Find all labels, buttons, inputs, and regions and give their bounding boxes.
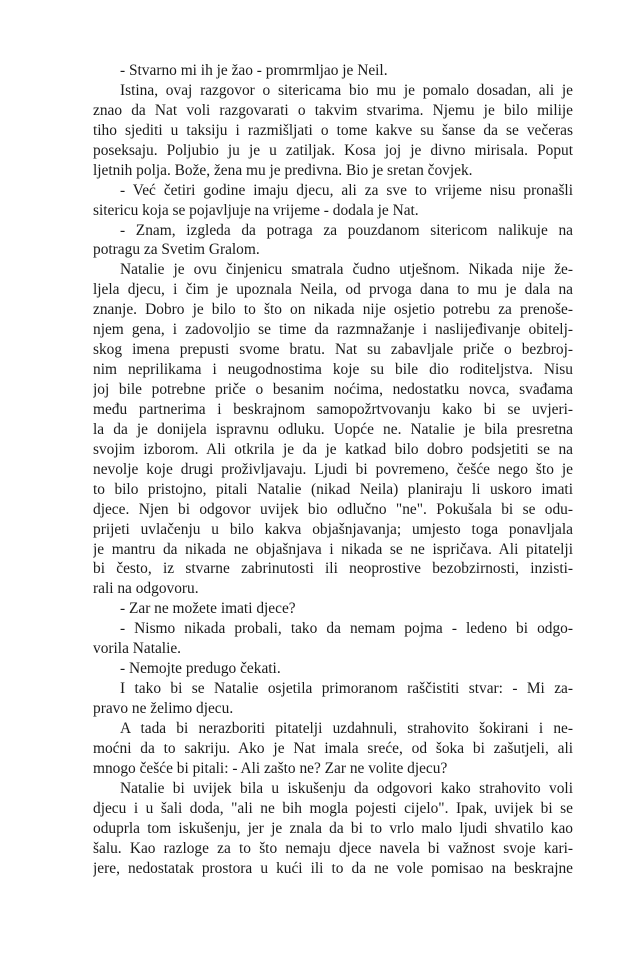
text-line: nim neprilikama i neugodnostima koje su bile dio roditeljstva. Nisu (93, 361, 573, 379)
text-line: joj bile potrebne priče o besanim noćima, nedostatku novca, svađama (93, 381, 573, 398)
text-line: - Znam, izgleda da potraga za pouzdanom sitericom nalikuje na (120, 221, 573, 239)
text-line: Natalie je ovu činjenicu smatrala čudno utješnom. Nikada nije že- (120, 261, 573, 279)
text-line: njem gena, i zadovoljio se time da razmnažanje i naslijeđivanje obitelj- (93, 321, 573, 339)
book-page-text (93, 61, 573, 878)
text-line: - Zar ne možete imati djece? (120, 600, 296, 618)
text-line: skog imena prepusti svome bratu. Nat su zabavljale priče o bezbroj- (93, 341, 573, 359)
text-line: šalu. Kao razloge za to što nemaju djece navela bi važnost svoje kari- (93, 839, 573, 857)
text-line: A tada bi nerazboriti pitatelji uzdahnuli, strahovito šokirani i ne- (120, 719, 573, 737)
text-line: prijeti uvlačenju u bilo kakva objašnjavanja; umjesto toga ponavljala (93, 520, 573, 538)
text-line: - Nemojte predugo čekati. (120, 660, 281, 678)
text-line: to bilo pristojno, pitali Natalie (nikad Neila) planiraju li uskoro imati (93, 480, 573, 498)
text-line: tiho sjediti u taksiju i razmišljati o tome kakve su šanse da se večeras (93, 121, 573, 139)
text-line: moćni da to sakriju. Ako je Nat imala sreće, od šoka bi zašutjeli, ali (93, 739, 573, 757)
text-line: poseksaju. Poljubio ju je u zatiljak. Kosa joj je divno mirisala. Poput (93, 141, 573, 159)
text-line: djece. Njen bi odgovor uvijek bio odlučno "ne". Pokušala bi se odu- (93, 500, 573, 518)
text-line: nevolje koje drugi proživljavaju. Ljudi bi povremeno, češće nego što je (93, 460, 573, 478)
text-line: znanje. Dobro je bilo to što on nikada nije osjetio potrebu za prenoše- (93, 301, 573, 319)
text-line: Natalie bi uvijek bila u iskušenju da odgovori kako strahovito voli (120, 779, 573, 797)
text-line: jere, nedostatak prostora u kući ili to da ne vole pomisao na beskrajne (93, 859, 573, 877)
text-line: sitericu koja se pojavljuje na vrijeme - dodala je Nat. (93, 201, 419, 219)
text-line: bi često, iz stvarne zabrinutosti ili neoprostive bezobzirnosti, inzisti- (93, 560, 573, 578)
text-line: vorila Natalie. (93, 640, 182, 658)
text-line: mnogo češće bi pitali: - Ali zašto ne? Zar ne volite djecu? (93, 759, 448, 777)
text-line: - Stvarno mi ih je žao - promrmljao je Neil. (120, 62, 388, 79)
text-line: - Već četiri godine imaju djecu, ali za sve to vrijeme nisu pronašli (120, 181, 573, 199)
text-line: je mantru da nikada ne objašnjava i nikada se ne ispričava. Ali pitatelji (93, 540, 573, 558)
text-line: la da je donijela ispravnu odluku. Uopće ne. Natalie je bila presretna (93, 420, 573, 438)
text-line: rali na odgovoru. (93, 580, 199, 598)
text-line: ljela djecu, i čim je upoznala Neila, od prvoga dana to mu je dala na (93, 281, 573, 299)
text-line: - Nismo nikada probali, tako da nemam pojma - ledeno bi odgo- (120, 620, 573, 638)
text-line: oduprla tom iskušenju, jer je znala da bi to vrlo malo ljudi shvatilo kao (93, 819, 573, 837)
text-line: znao da Nat voli razgovarati o takvim stvarima. Njemu je bilo milije (93, 101, 573, 119)
text-line: svojim izborom. Ali otkrila je da je katkad bilo dobro podsjetiti se na (93, 440, 573, 458)
text-line: pravo ne želimo djecu. (93, 700, 234, 717)
text-line: djecu i u šali doda, "ali ne bih mogla pojesti cijelo". Ipak, uvijek bi se (93, 799, 573, 817)
text-line: ljetnih polja. Bože, žena mu je predivna. Bio je sretan čovjek. (93, 161, 473, 179)
text-line: Istina, ovaj razgovor o sitericama bio mu je pomalo dosadan, ali je (120, 81, 573, 99)
text-line: među partnerima i beskrajnom samopožrtvovanju kako bi se uvjeri- (93, 400, 573, 418)
text-line: I tako bi se Natalie osjetila primoranom raščistiti stvar: - Mi za- (120, 680, 573, 698)
text-line: potragu za Svetim Gralom. (93, 241, 260, 259)
